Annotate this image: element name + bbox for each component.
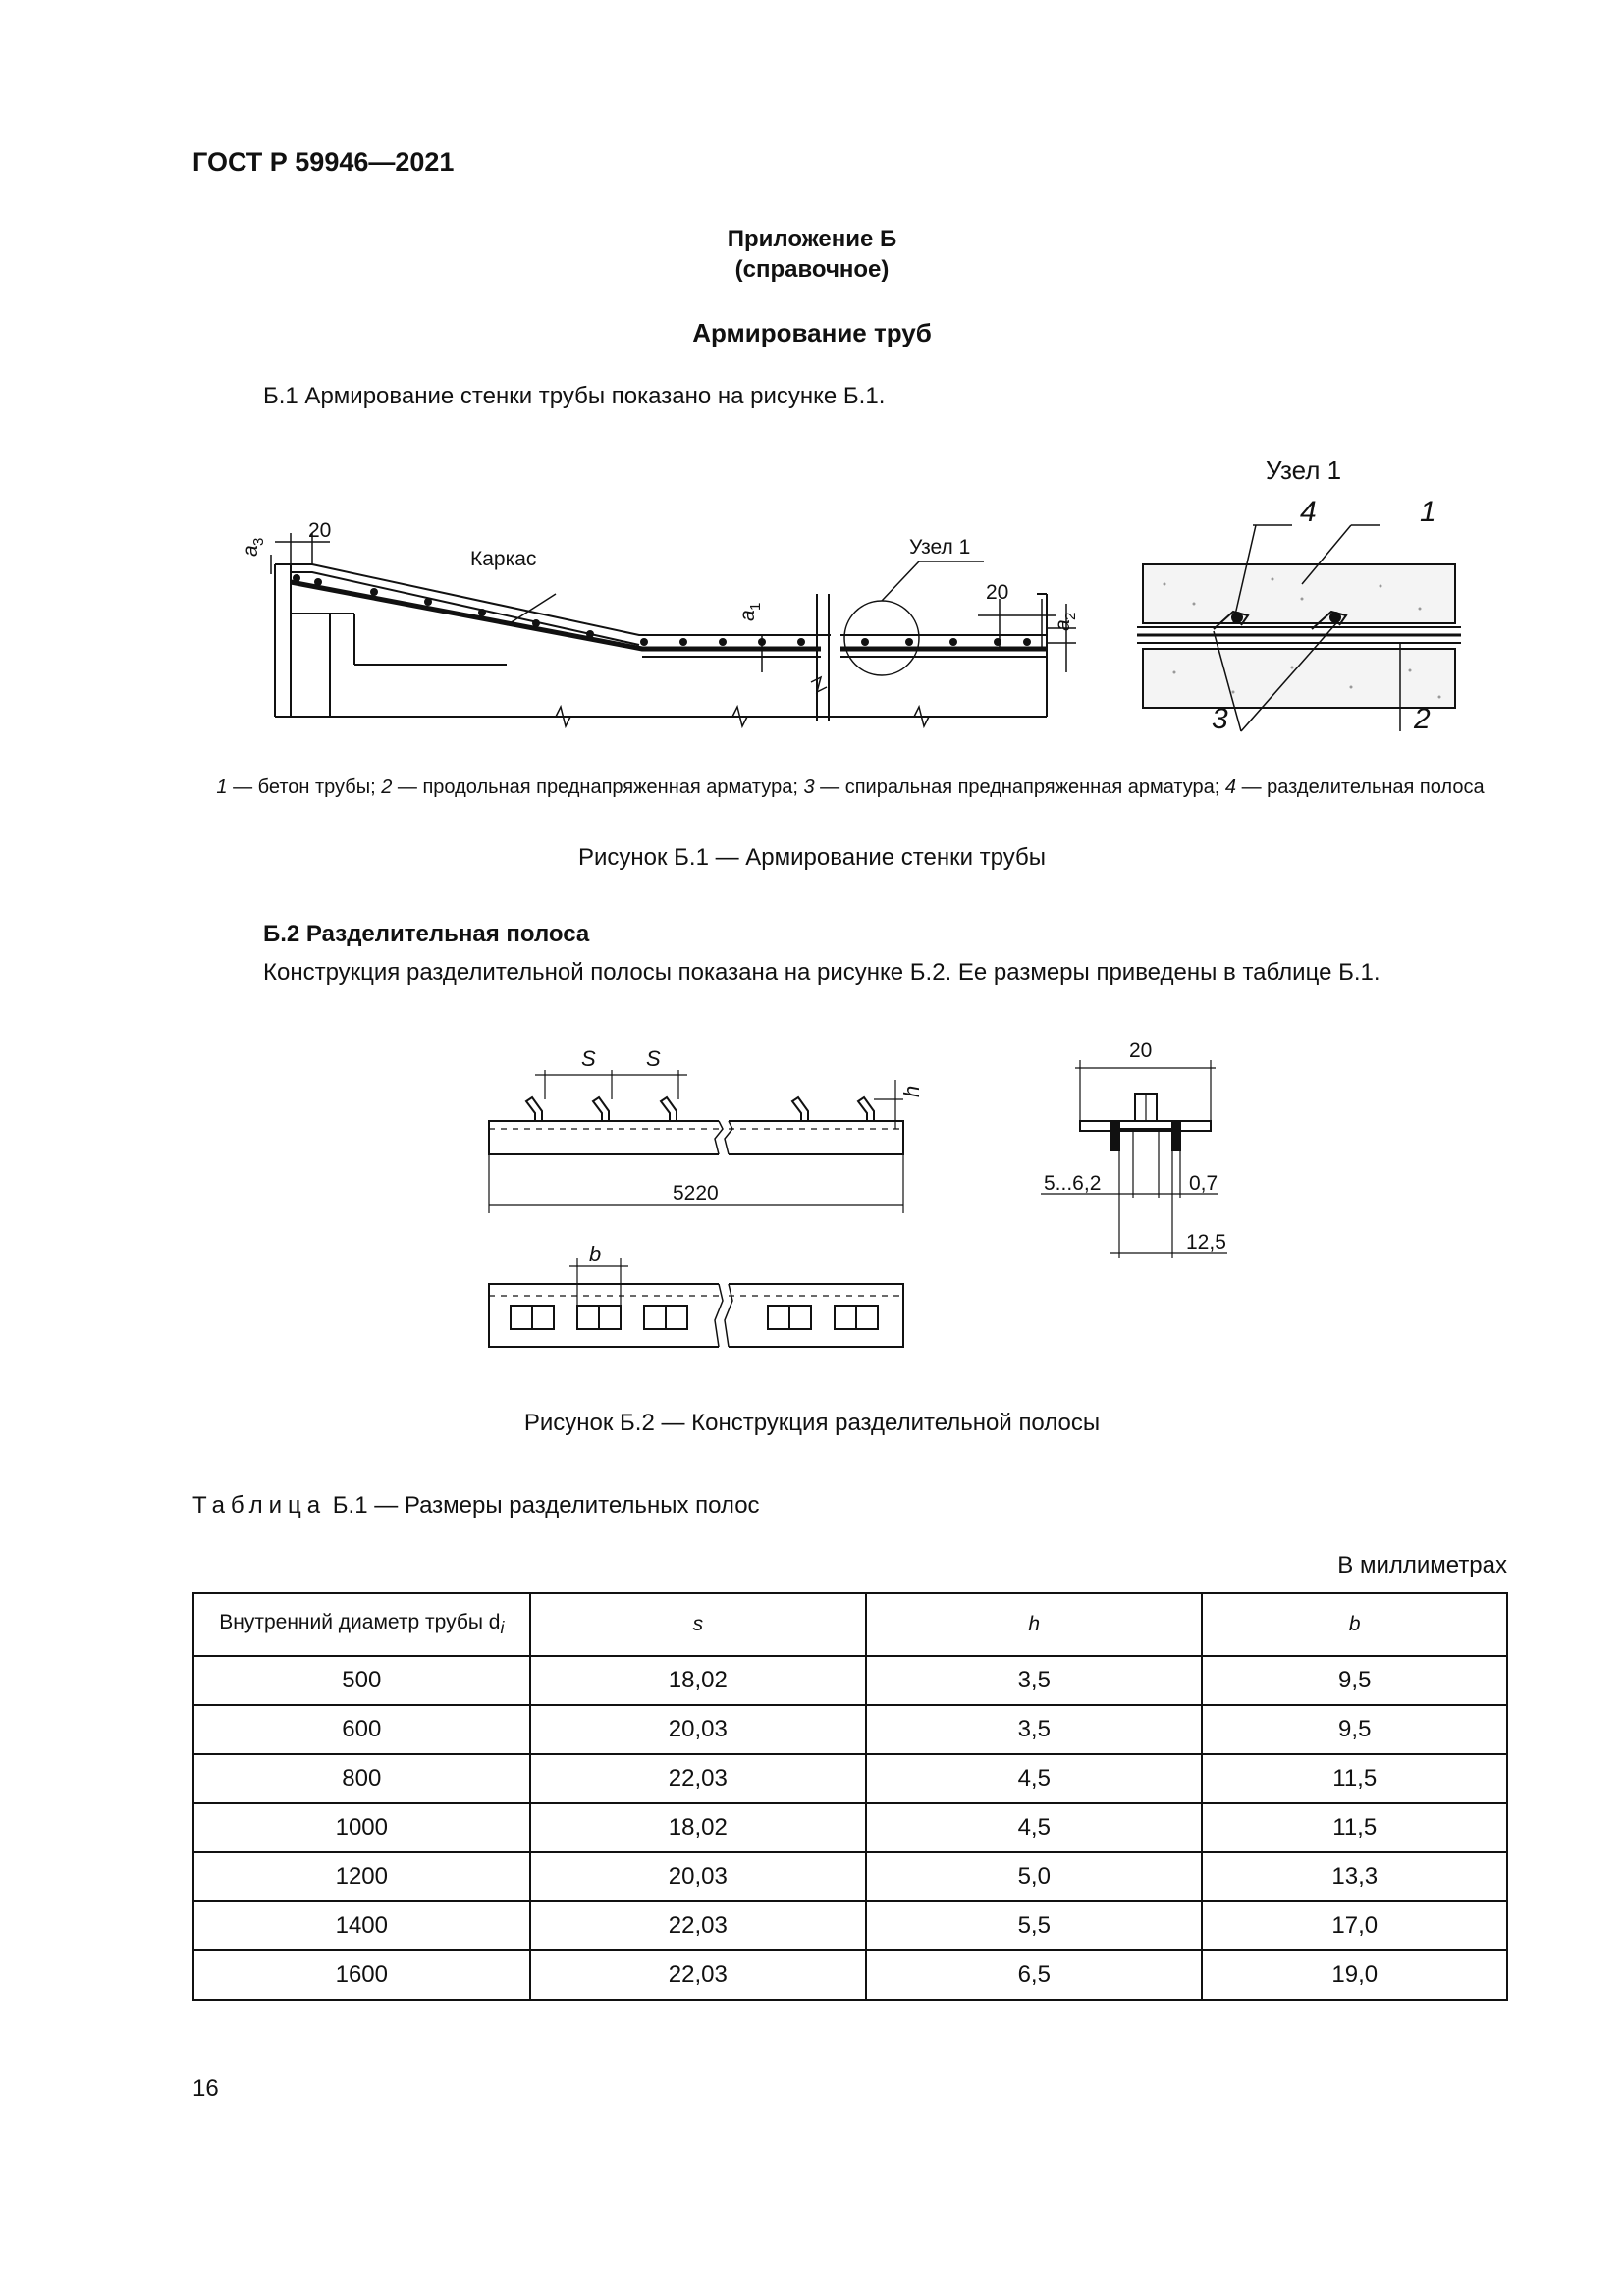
dim-s2: S <box>646 1046 661 1071</box>
legend-num-2: 2 <box>381 776 393 798</box>
cell: 5,5 <box>866 1901 1202 1950</box>
dim-a2: a <box>1052 619 1074 631</box>
cell: 1600 <box>193 1950 530 2000</box>
legend-num-1: 1 <box>216 776 228 798</box>
header-h: h <box>866 1593 1202 1656</box>
legend-num-4: 4 <box>1224 776 1237 798</box>
header-diameter <box>193 1593 530 1656</box>
table-title-rest: Б.1 — Размеры разделительных полос <box>332 1492 760 1519</box>
cell: 11,5 <box>1202 1754 1507 1803</box>
table-row <box>193 1705 1507 1754</box>
cell: 800 <box>193 1754 530 1803</box>
cell: 22,03 <box>530 1950 866 2000</box>
header-b: b <box>1202 1593 1507 1656</box>
table-row <box>193 1754 1507 1803</box>
table-header-row <box>193 1593 1507 1656</box>
dim-a2-sub: 2 <box>1062 612 1079 620</box>
legend-text-2: — продольная преднапряженная арматура; <box>392 776 804 798</box>
dim-length: 5220 <box>673 1182 719 1204</box>
cell: 17,0 <box>1202 1901 1507 1950</box>
header-s: s <box>530 1593 866 1656</box>
cell: 13,3 <box>1202 1852 1507 1901</box>
cell: 11,5 <box>1202 1803 1507 1852</box>
cell: 9,5 <box>1202 1656 1507 1705</box>
node-label-2: 2 <box>1414 703 1431 735</box>
dim-a3-sub: 3 <box>250 537 267 546</box>
figure-b2-caption: Рисунок Б.2 — Конструкция разделительной полосы <box>523 1410 1101 1436</box>
cell: 18,02 <box>530 1656 866 1705</box>
table-row <box>193 1803 1507 1852</box>
label-node-ref: Узел 1 <box>909 536 971 559</box>
cell: 1200 <box>193 1852 530 1901</box>
legend-text-4: — разделительная полоса <box>1236 776 1485 798</box>
cell: 5,0 <box>866 1852 1202 1901</box>
figure-b1-legend <box>192 774 1508 802</box>
dim-a1-sub: 1 <box>747 602 764 611</box>
dimensions-table <box>192 1592 1508 2001</box>
strip-top-view <box>489 1258 903 1347</box>
table-units: В миллиметрах <box>1337 1552 1507 1578</box>
cell: 3,5 <box>866 1705 1202 1754</box>
dim-s1: S <box>581 1046 596 1071</box>
strip-cross-section <box>1041 1060 1227 1258</box>
header-diameter-text: Внутренний диаметр трубы d <box>219 1610 501 1633</box>
figure-b1-drawing <box>192 447 1508 741</box>
cell: 6,5 <box>866 1950 1202 2000</box>
page-number: 16 <box>192 2075 219 2102</box>
paragraph-b1: Б.1 Армирование стенки трубы показано на рисунке Б.1. <box>263 383 886 409</box>
dim-a3: a <box>240 545 262 557</box>
dim-20-left: 20 <box>308 519 332 542</box>
node-label-4: 4 <box>1300 496 1317 528</box>
cell: 9,5 <box>1202 1705 1507 1754</box>
table-row <box>193 1950 1507 2000</box>
table-row <box>193 1901 1507 1950</box>
legend-text-3: — спиральная преднапряженная арматура; <box>814 776 1225 798</box>
dim-h: h <box>899 1085 924 1097</box>
dim-12-5: 12,5 <box>1186 1231 1226 1254</box>
label-frame: Каркас <box>470 548 537 570</box>
table-title-word: Таблица <box>192 1492 327 1519</box>
table-row <box>193 1852 1507 1901</box>
legend-num-3: 3 <box>803 776 815 798</box>
cell: 3,5 <box>866 1656 1202 1705</box>
cell: 1400 <box>193 1901 530 1950</box>
pipe-wall-section <box>275 561 1047 726</box>
dim-width-20: 20 <box>1129 1040 1153 1062</box>
dim-0-7: 0,7 <box>1189 1172 1218 1195</box>
dim-a1: a <box>736 610 759 621</box>
dim-20-right: 20 <box>986 581 1009 604</box>
cell: 22,03 <box>530 1754 866 1803</box>
dim-5-6-2: 5...6,2 <box>1044 1172 1102 1195</box>
table-row <box>193 1656 1507 1705</box>
node-title: Узел 1 <box>1266 455 1342 485</box>
appendix-heading: Армирование труб <box>692 318 932 347</box>
appendix-type: (справочное) <box>734 256 890 283</box>
cell: 20,03 <box>530 1705 866 1754</box>
cell: 18,02 <box>530 1803 866 1852</box>
cell: 22,03 <box>530 1901 866 1950</box>
cell: 4,5 <box>866 1754 1202 1803</box>
paragraph-b2: Конструкция разделительной полосы показана на рисунке Б.2. Ее размеры приведены в таблице Б.1. <box>263 959 1380 986</box>
table-title <box>192 1492 760 1520</box>
document-header: ГОСТ Р 59946—2021 <box>192 147 455 177</box>
node-label-1: 1 <box>1420 496 1436 528</box>
section-b2-heading: Б.2 Разделительная полоса <box>263 921 590 947</box>
cell: 4,5 <box>866 1803 1202 1852</box>
legend-text-1: — бетон трубы; <box>227 776 382 798</box>
cell: 600 <box>193 1705 530 1754</box>
dim-b: b <box>589 1242 602 1266</box>
node-label-3: 3 <box>1212 703 1228 735</box>
node-detail <box>1137 525 1461 731</box>
appendix-title: Приложение Б <box>727 226 897 252</box>
figure-b1-caption: Рисунок Б.1 — Армирование стенки трубы <box>578 844 1046 871</box>
cell: 19,0 <box>1202 1950 1507 2000</box>
figure-b2-drawing <box>471 1031 1257 1364</box>
cell: 1000 <box>193 1803 530 1852</box>
cell: 20,03 <box>530 1852 866 1901</box>
cell: 500 <box>193 1656 530 1705</box>
header-diameter-sub: i <box>500 1618 505 1638</box>
